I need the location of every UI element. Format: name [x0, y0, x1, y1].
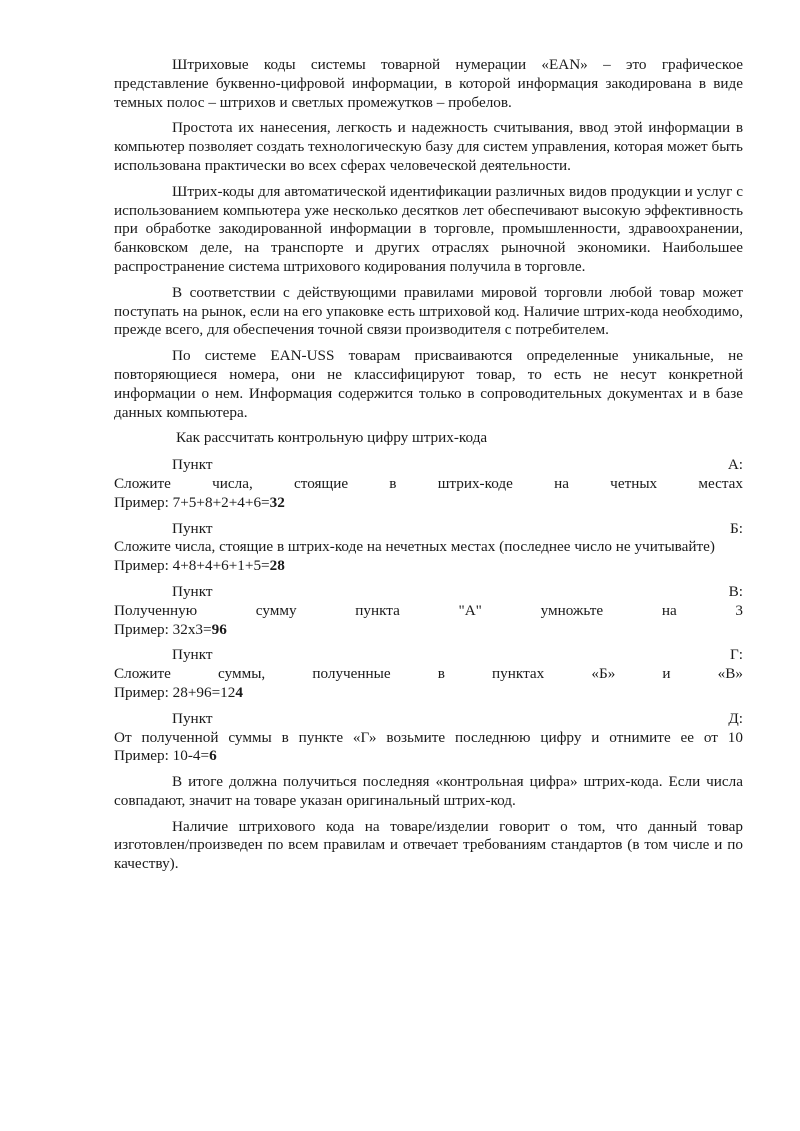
section-heading: Как рассчитать контрольную цифру штрих-кода — [176, 429, 488, 447]
step-b — [114, 520, 743, 576]
example-result: 6 — [209, 747, 217, 765]
step-text: Сложите числа, стоящие в штрих-коде на нечетных местах (последнее число не учитывайте) — [114, 538, 715, 556]
step-word: Пункт — [172, 519, 213, 537]
example-result: 32 — [269, 493, 285, 511]
step-letter: Г: — [730, 646, 743, 664]
step-letter: А: — [727, 456, 743, 474]
paragraph-trade-rules: В соответствии с действующими правилами мировой торговли любой товар может поступать на рынок, если на его упаковке есть штриховой код. Наличие штрих-кода необходимо, прежде всего, для обеспечения точной связи производителя с потребителем. — [114, 283, 743, 339]
step-header — [114, 456, 743, 475]
step-example — [114, 494, 743, 513]
step-example — [114, 621, 743, 640]
example-expression: Пример: 10-4= — [114, 747, 210, 765]
step-header — [114, 583, 743, 602]
step-example — [114, 747, 743, 766]
example-expression: Пример: 7+5+8+2+4+6= — [114, 493, 270, 511]
step-d — [114, 710, 743, 766]
step-text: Сложите суммы, полученные в пунктах «Б» и «В» — [114, 665, 743, 683]
example-result: 4 — [235, 683, 243, 701]
step-text: Сложите числа, стоящие в штрих-коде на четных местах — [114, 474, 743, 492]
step-letter: В: — [728, 582, 743, 600]
step-word: Пункт — [172, 456, 213, 474]
step-word: Пункт — [172, 709, 213, 727]
paragraph-identification: Штрих-коды для автоматической идентификации различных видов продукции и услуг с использованием компьютера уже несколько десятков лет обеспечивают высокую эффективность при обработке закодированной информации в торговле, промышленности, здравоохранении, банковском деле, на транспорте и других отраслях рыночной экономики. Наибольшее распространение система штрихового кодирования получила в торговле. — [114, 182, 743, 275]
step-word: Пункт — [172, 582, 213, 600]
step-text: От полученной суммы в пункте «Г» возьмите последнюю цифру и отнимите ее от 10 — [114, 728, 743, 746]
step-header — [114, 646, 743, 665]
paragraph-result: В итоге должна получиться последняя «контрольная цифра» штрих-кода. Если числа совпадают, значит на товаре указан оригинальный штрих-код. — [114, 773, 743, 809]
paragraph-ean-uss: По системе EAN-USS товарам присваиваются определенные уникальные, не повторяющиеся номера, они не классифицируют товар, то есть не несут конкретной информации о нем. Информация содержится только в сопроводительных документах и в базе данных компьютера. — [114, 347, 743, 421]
document-page — [114, 56, 743, 881]
example-expression: Пример: 32x3= — [114, 620, 212, 638]
step-example — [114, 557, 743, 576]
step-word: Пункт — [172, 646, 213, 664]
step-letter: Б: — [730, 519, 743, 537]
example-expression: Пример: 4+8+4+6+1+5= — [114, 557, 270, 575]
step-v — [114, 583, 743, 639]
paragraph-simplicity: Простота их нанесения, легкость и надежность считывания, ввод этой информации в компьютер позволяет создать технологическую базу для систем управления, которая может быть использована практически во всех сферах человеческой деятельности. — [114, 119, 743, 174]
step-text: Полученную сумму пункта "А" умножьте на 3 — [114, 601, 743, 619]
example-result: 28 — [269, 557, 285, 575]
example-result: 96 — [211, 620, 227, 638]
step-header — [114, 710, 743, 729]
step-example — [114, 684, 743, 703]
step-letter: Д: — [728, 709, 743, 727]
step-g — [114, 646, 743, 702]
step-header — [114, 520, 743, 539]
step-a — [114, 456, 743, 512]
example-expression: Пример: 28+96=12 — [114, 683, 236, 701]
paragraph-conclusion: Наличие штрихового кода на товаре/изделии говорит о том, что данный товар изготовлен/произведен по всем правилам и отвечает требованиям стандартов (в том числе и по качеству). — [114, 817, 743, 873]
paragraph-ean-definition: Штриховые коды системы товарной нумерации «EAN» – это графическое представление буквенно-цифровой информации, в которой информация закодирована в виде темных полос – штрихов и светлых промежутков – пробелов. — [114, 56, 743, 111]
